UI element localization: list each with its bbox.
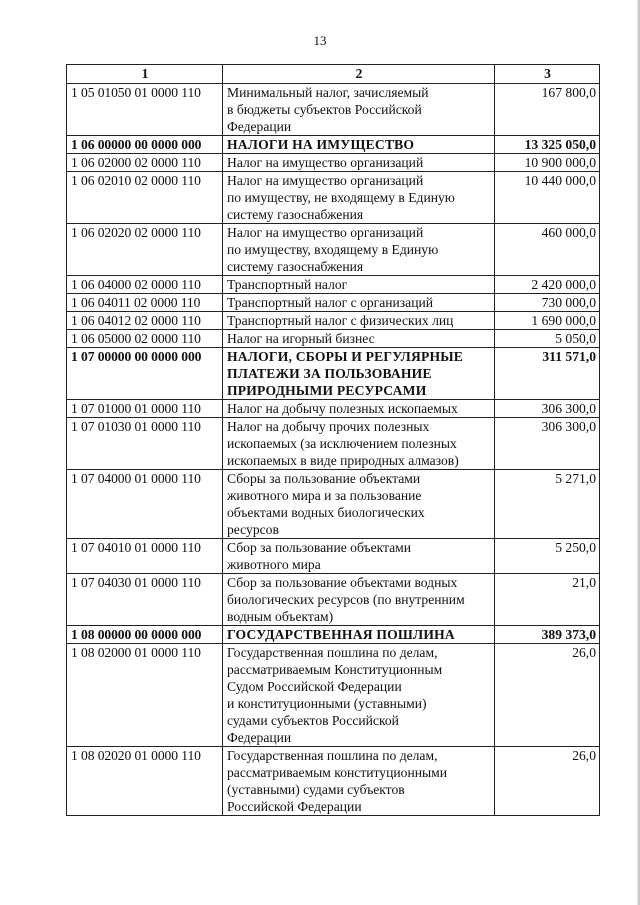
amount-cell: 26,0	[495, 644, 600, 747]
table-row	[67, 312, 600, 330]
amount-cell: 460 000,0	[495, 224, 600, 276]
table-row	[67, 574, 600, 626]
budget-code-cell: 1 06 05000 02 0000 110	[67, 330, 223, 348]
budget-code-cell: 1 07 04010 01 0000 110	[67, 539, 223, 574]
amount-cell: 1 690 000,0	[495, 312, 600, 330]
table-row	[67, 330, 600, 348]
budget-code-cell: 1 07 04030 01 0000 110	[67, 574, 223, 626]
amount-cell: 13 325 050,0	[495, 136, 600, 154]
budget-code-cell: 1 06 04000 02 0000 110	[67, 276, 223, 294]
column-header-code: 1	[67, 65, 223, 84]
table-row	[67, 172, 600, 224]
table-row	[67, 294, 600, 312]
revenue-name-cell: ГОСУДАРСТВЕННАЯ ПОШЛИНА	[223, 626, 495, 644]
revenue-name-cell: Транспортный налог	[223, 276, 495, 294]
budget-code-cell: 1 08 02000 01 0000 110	[67, 644, 223, 747]
revenue-name-cell: Сбор за пользование объектами животного мира	[223, 539, 495, 574]
table-row	[67, 400, 600, 418]
amount-cell: 5 271,0	[495, 470, 600, 539]
budget-code-cell: 1 07 04000 01 0000 110	[67, 470, 223, 539]
amount-cell: 306 300,0	[495, 400, 600, 418]
table-body	[67, 84, 600, 816]
column-header-name: 2	[223, 65, 495, 84]
budget-code-cell: 1 06 04011 02 0000 110	[67, 294, 223, 312]
revenue-name-cell: Минимальный налог, зачисляемый в бюджеты субъектов Российской Федерации	[223, 84, 495, 136]
amount-cell: 21,0	[495, 574, 600, 626]
amount-cell: 5 250,0	[495, 539, 600, 574]
table-row	[67, 276, 600, 294]
table-header-row	[67, 65, 600, 84]
revenue-name-cell: НАЛОГИ НА ИМУЩЕСТВО	[223, 136, 495, 154]
table-row	[67, 418, 600, 470]
amount-cell: 10 900 000,0	[495, 154, 600, 172]
amount-cell: 311 571,0	[495, 348, 600, 400]
table-row	[67, 470, 600, 539]
amount-cell: 167 800,0	[495, 84, 600, 136]
revenue-name-cell: Налог на игорный бизнес	[223, 330, 495, 348]
table-row	[67, 136, 600, 154]
table-row	[67, 539, 600, 574]
table-row	[67, 84, 600, 136]
amount-cell: 10 440 000,0	[495, 172, 600, 224]
budget-code-cell: 1 07 00000 00 0000 000	[67, 348, 223, 400]
table-row	[67, 644, 600, 747]
budget-code-cell: 1 08 00000 00 0000 000	[67, 626, 223, 644]
revenue-name-cell: Налог на имущество организаций	[223, 154, 495, 172]
budget-code-cell: 1 06 02000 02 0000 110	[67, 154, 223, 172]
amount-cell: 730 000,0	[495, 294, 600, 312]
amount-cell: 5 050,0	[495, 330, 600, 348]
revenue-name-cell: Транспортный налог с физических лиц	[223, 312, 495, 330]
revenue-name-cell: Налог на имущество организаций по имуществу, не входящему в Единую систему газоснабжения	[223, 172, 495, 224]
column-header-amount: 3	[495, 65, 600, 84]
revenue-name-cell: Государственная пошлина по делам, рассматриваемым конституционными (уставными) судами субъектов Российской Федерации	[223, 747, 495, 816]
revenue-name-cell: Налог на имущество организаций по имуществу, входящему в Единую систему газоснабжения	[223, 224, 495, 276]
revenue-name-cell: Налог на добычу прочих полезных ископаемых (за исключением полезных ископаемых в виде природных алмазов)	[223, 418, 495, 470]
budget-code-cell: 1 06 00000 00 0000 000	[67, 136, 223, 154]
budget-code-cell: 1 08 02020 01 0000 110	[67, 747, 223, 816]
table-row	[67, 154, 600, 172]
budget-revenue-table	[66, 64, 600, 816]
revenue-name-cell: Сборы за пользование объектами животного мира и за пользование объектами водных биологических ресурсов	[223, 470, 495, 539]
table-row	[67, 224, 600, 276]
budget-code-cell: 1 06 04012 02 0000 110	[67, 312, 223, 330]
revenue-name-cell: Сбор за пользование объектами водных биологических ресурсов (по внутренним водным объектам)	[223, 574, 495, 626]
revenue-name-cell: Государственная пошлина по делам, рассматриваемым Конституционным Судом Российской Федерации и конституционными (уставными) судами субъектов Российской Федерации	[223, 644, 495, 747]
budget-code-cell: 1 06 02010 02 0000 110	[67, 172, 223, 224]
page-number: 13	[313, 33, 327, 48]
budget-code-cell: 1 05 01050 01 0000 110	[67, 84, 223, 136]
revenue-name-cell: НАЛОГИ, СБОРЫ И РЕГУЛЯРНЫЕ ПЛАТЕЖИ ЗА ПОЛЬЗОВАНИЕ ПРИРОДНЫМИ РЕСУРСАМИ	[223, 348, 495, 400]
budget-code-cell: 1 06 02020 02 0000 110	[67, 224, 223, 276]
amount-cell: 389 373,0	[495, 626, 600, 644]
table-row	[67, 348, 600, 400]
budget-code-cell: 1 07 01030 01 0000 110	[67, 418, 223, 470]
revenue-name-cell: Транспортный налог с организаций	[223, 294, 495, 312]
table-row	[67, 747, 600, 816]
amount-cell: 306 300,0	[495, 418, 600, 470]
table-row	[67, 626, 600, 644]
amount-cell: 2 420 000,0	[495, 276, 600, 294]
revenue-name-cell: Налог на добычу полезных ископаемых	[223, 400, 495, 418]
amount-cell: 26,0	[495, 747, 600, 816]
budget-code-cell: 1 07 01000 01 0000 110	[67, 400, 223, 418]
